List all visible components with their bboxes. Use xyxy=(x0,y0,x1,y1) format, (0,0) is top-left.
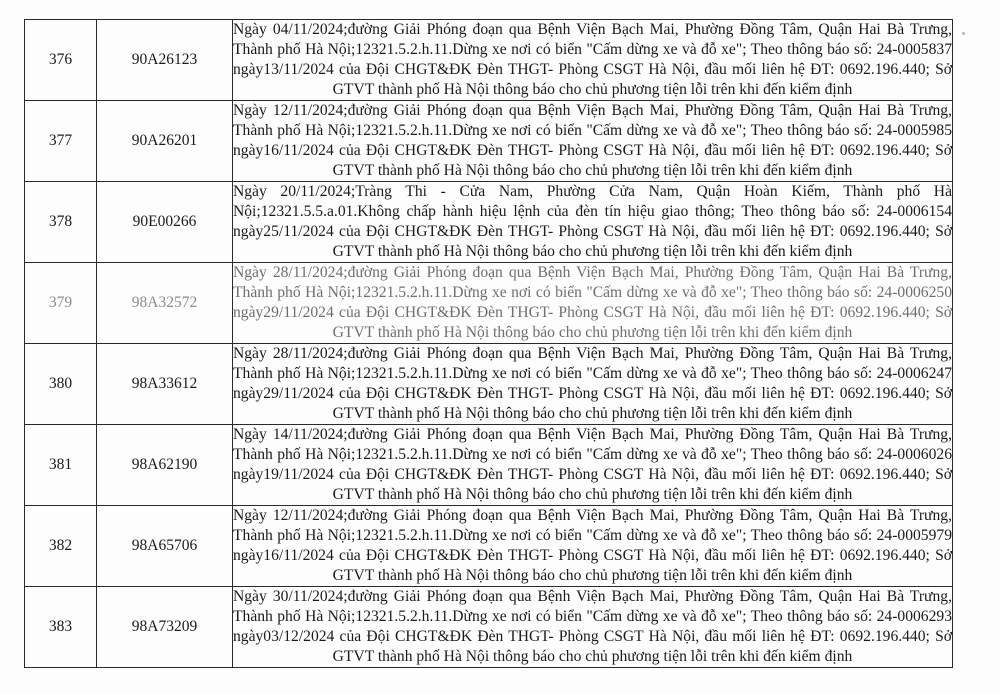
violation-description-cell xyxy=(233,263,953,344)
table-row xyxy=(25,263,953,344)
violation-description-cell xyxy=(233,506,953,587)
violation-description: Ngày 28/11/2024;đường Giải Phóng đoạn qua Bệnh Viện Bạch Mai, Phường Đồng Tâm, Quận Hai Bà Trưng, Thành phố Hà Nội;12321.5.2.h.11.Dừng xe nơi có biển "Cấm dừng xe và đỗ xe"; Theo thông báo số: 24-0006250 ngày29/11/2024 của Đội CHGT&ĐK Đèn THGT- Phòng CSGT Hà Nội, đầu mối liên hệ ĐT: 0692.196.440; Sở GTVT thành phố Hà Nội thông báo cho chủ phương tiện lỗi trên khi đến kiểm định xyxy=(233,264,952,341)
violation-description-cell xyxy=(233,101,953,182)
violation-description: Ngày 14/11/2024;đường Giải Phóng đoạn qua Bệnh Viện Bạch Mai, Phường Đồng Tâm, Quận Hai Bà Trưng, Thành phố Hà Nội;12321.5.2.h.11.Dừng xe nơi có biển "Cấm dừng xe và đỗ xe"; Theo thông báo số: 24-0006026 ngày19/11/2024 của Đội CHGT&ĐK Đèn THGT- Phòng CSGT Hà Nội, đầu mối liên hệ ĐT: 0692.196.440; Sở GTVT thành phố Hà Nội thông báo cho chủ phương tiện lỗi trên khi đến kiểm định xyxy=(233,426,952,503)
table-row xyxy=(25,587,953,668)
violation-description: Ngày 20/11/2024;Tràng Thi - Cửa Nam, Phường Cửa Nam, Quận Hoàn Kiếm, Thành phố Hà Nội;12321.5.5.a.01.Không chấp hành hiệu lệnh của đèn tín hiệu giao thông; Theo thông báo số: 24-0006154 ngày25/11/2024 của Đội CHGT&ĐK Đèn THGT- Phòng CSGT Hà Nội, đầu mối liên hệ ĐT: 0692.196.440; Sở GTVT thành phố Hà Nội thông báo cho chủ phương tiện lỗi trên khi đến kiểm định xyxy=(233,183,952,260)
row-number: 383 xyxy=(25,587,97,668)
violation-table-body xyxy=(25,20,953,668)
license-plate: 90E00266 xyxy=(97,182,233,263)
table-row xyxy=(25,182,953,263)
violation-description-cell xyxy=(233,182,953,263)
license-plate: 90A26201 xyxy=(97,101,233,182)
violation-description-cell xyxy=(233,20,953,101)
table-row xyxy=(25,101,953,182)
violation-description: Ngày 12/11/2024;đường Giải Phóng đoạn qua Bệnh Viện Bạch Mai, Phường Đồng Tâm, Quận Hai Bà Trưng, Thành phố Hà Nội;12321.5.2.h.11.Dừng xe nơi có biển "Cấm dừng xe và đỗ xe"; Theo thông báo số: 24-0005985 ngày16/11/2024 của Đội CHGT&ĐK Đèn THGT- Phòng CSGT Hà Nội, đầu mối liên hệ ĐT: 0692.196.440; Sở GTVT thành phố Hà Nội thông báo cho chủ phương tiện lỗi trên khi đến kiểm định xyxy=(233,102,952,179)
violation-description-cell xyxy=(233,587,953,668)
violation-description: Ngày 04/11/2024;đường Giải Phóng đoạn qua Bệnh Viện Bạch Mai, Phường Đồng Tâm, Quận Hai Bà Trưng, Thành phố Hà Nội;12321.5.2.h.11.Dừng xe nơi có biển "Cấm dừng xe và đỗ xe"; Theo thông báo số: 24-0005837 ngày13/11/2024 của Đội CHGT&ĐK Đèn THGT- Phòng CSGT Hà Nội, đầu mối liên hệ ĐT: 0692.196.440; Sở GTVT thành phố Hà Nội thông báo cho chủ phương tiện lỗi trên khi đến kiểm định xyxy=(233,21,952,98)
license-plate: 90A26123 xyxy=(97,20,233,101)
row-number: 379 xyxy=(25,263,97,344)
table-row xyxy=(25,20,953,101)
violation-description-cell xyxy=(233,425,953,506)
violation-table xyxy=(24,19,953,668)
table-row xyxy=(25,425,953,506)
table-row xyxy=(25,506,953,587)
row-number: 377 xyxy=(25,101,97,182)
license-plate: 98A73209 xyxy=(97,587,233,668)
row-number: 380 xyxy=(25,344,97,425)
violation-description: Ngày 12/11/2024;đường Giải Phóng đoạn qua Bệnh Viện Bạch Mai, Phường Đồng Tâm, Quận Hai Bà Trưng, Thành phố Hà Nội;12321.5.2.h.11.Dừng xe nơi có biển "Cấm dừng xe và đỗ xe"; Theo thông báo số: 24-0005979 ngày16/11/2024 của Đội CHGT&ĐK Đèn THGT- Phòng CSGT Hà Nội, đầu mối liên hệ ĐT: 0692.196.440; Sở GTVT thành phố Hà Nội thông báo cho chủ phương tiện lỗi trên khi đến kiểm định xyxy=(233,507,952,584)
violation-description-cell xyxy=(233,344,953,425)
license-plate: 98A33612 xyxy=(97,344,233,425)
row-number: 376 xyxy=(25,20,97,101)
row-number: 378 xyxy=(25,182,97,263)
table-row xyxy=(25,344,953,425)
scan-speck xyxy=(962,32,965,35)
row-number: 381 xyxy=(25,425,97,506)
violation-description: Ngày 28/11/2024;đường Giải Phóng đoạn qua Bệnh Viện Bạch Mai, Phường Đồng Tâm, Quận Hai Bà Trưng, Thành phố Hà Nội;12321.5.2.h.11.Dừng xe nơi có biển "Cấm dừng xe và đỗ xe"; Theo thông báo số: 24-0006247 ngày29/11/2024 của Đội CHGT&ĐK Đèn THGT- Phòng CSGT Hà Nội, đầu mối liên hệ ĐT: 0692.196.440; Sở GTVT thành phố Hà Nội thông báo cho chủ phương tiện lỗi trên khi đến kiểm định xyxy=(233,345,952,422)
violation-description: Ngày 30/11/2024;đường Giải Phóng đoạn qua Bệnh Viện Bạch Mai, Phường Đồng Tâm, Quận Hai Bà Trưng, Thành phố Hà Nội;12321.5.2.h.11.Dừng xe nơi có biển "Cấm dừng xe và đỗ xe"; Theo thông báo số: 24-0006293 ngày03/12/2024 của Đội CHGT&ĐK Đèn THGT- Phòng CSGT Hà Nội, đầu mối liên hệ ĐT: 0692.196.440; Sở GTVT thành phố Hà Nội thông báo cho chủ phương tiện lỗi trên khi đến kiểm định xyxy=(233,588,952,665)
license-plate: 98A62190 xyxy=(97,425,233,506)
license-plate: 98A32572 xyxy=(97,263,233,344)
license-plate: 98A65706 xyxy=(97,506,233,587)
row-number: 382 xyxy=(25,506,97,587)
